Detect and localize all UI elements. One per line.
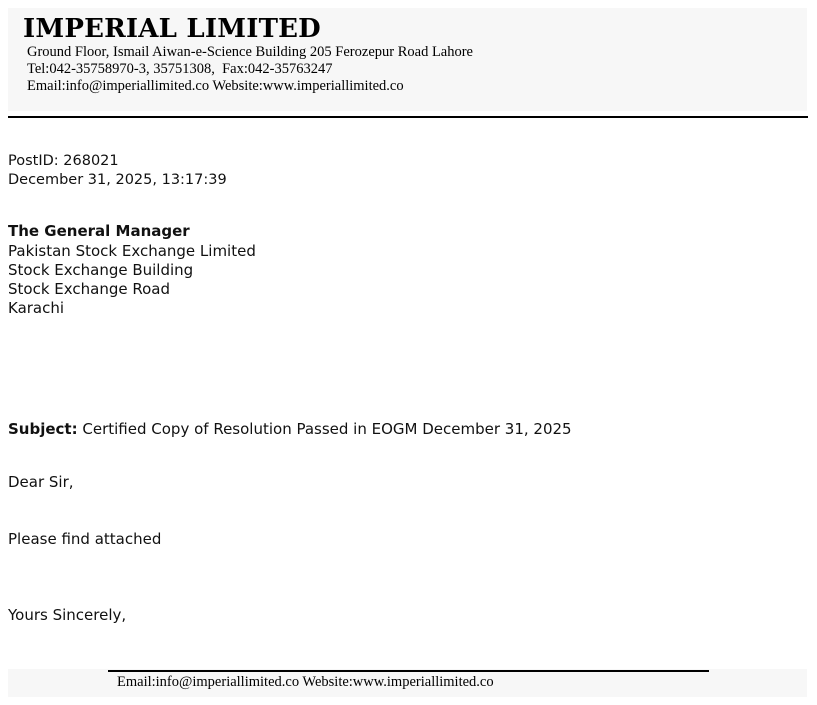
subject-label: Subject:: [8, 420, 78, 438]
recipient-line: Karachi: [8, 299, 65, 317]
post-date: December 31, 2025, 13:17:39: [8, 172, 227, 188]
company-contact: Tel:042-35758970-3, 35751308, Fax:042-35763247: [27, 61, 333, 77]
company-name: IMPERIAL LIMITED: [23, 14, 321, 44]
footer-divider: [108, 670, 709, 672]
header-divider: [8, 116, 808, 118]
body-paragraph: Please find attached: [8, 530, 162, 548]
company-web: Email:info@imperiallimited.co Website:www.imperiallimited.co: [27, 78, 404, 94]
post-id: PostID: 268021: [8, 153, 119, 169]
footer-web: Email:info@imperiallimited.co Website:www.imperiallimited.co: [117, 674, 494, 690]
recipient-title: The General Manager: [8, 222, 190, 240]
company-address: Ground Floor, Ismail Aiwan-e-Science Building 205 Ferozepur Road Lahore: [27, 44, 473, 60]
recipient-line: Stock Exchange Building: [8, 261, 194, 279]
greeting: Dear Sir,: [8, 473, 74, 491]
subject-text: Certified Copy of Resolution Passed in EOGM December 31, 2025: [82, 420, 572, 438]
subject-line: [8, 420, 572, 439]
recipient-line: Stock Exchange Road: [8, 280, 170, 298]
closing: Yours Sincerely,: [8, 606, 127, 624]
recipient-line: Pakistan Stock Exchange Limited: [8, 242, 256, 260]
